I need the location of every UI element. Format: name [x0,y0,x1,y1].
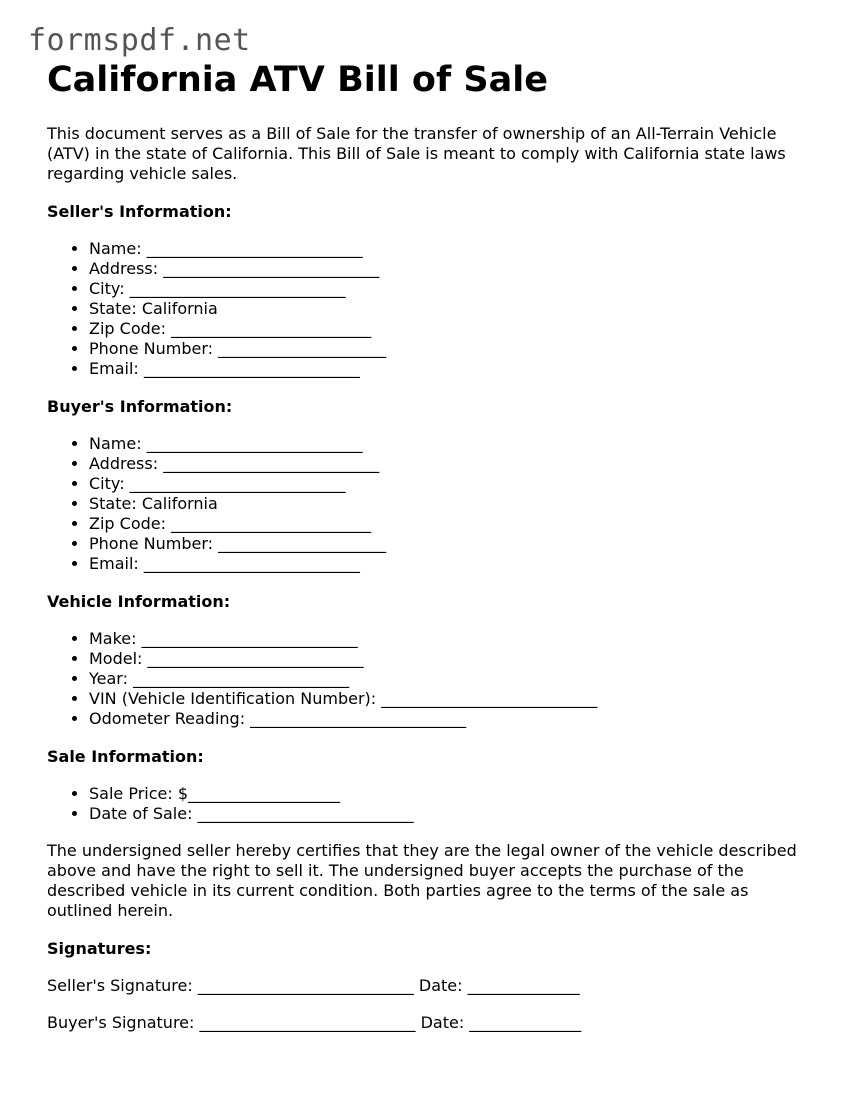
signatures-heading: Signatures: [47,939,152,958]
watermark: formspdf.net [28,23,251,58]
buyer-email-field: • Email: ___________________________ [89,554,817,574]
seller-email-field: • Email: ___________________________ [89,359,817,379]
vehicle-make-field: • Make: ___________________________ [89,629,817,649]
vehicle-vin-field: • VIN (Vehicle Identification Number): ___________________________ [89,689,817,709]
intro-paragraph: This document serves as a Bill of Sale for the transfer of ownership of an All-Terrain Vehicle (ATV) in the state of California. This Bill of Sale is meant to comply with California state laws regarding vehicle sales. [47,124,786,183]
buyer-phone-field: • Phone Number: _____________________ [89,534,817,554]
seller-phone-field: • Phone Number: _____________________ [89,339,817,359]
buyer-heading: Buyer's Information: [47,397,233,416]
document-title: California ATV Bill of Sale [47,60,548,100]
seller-signature-line: Seller's Signature: ___________________________ Date: ______________ [47,976,580,995]
certification-paragraph: The undersigned seller hereby certifies that they are the legal owner of the vehicle described above and have the right to sell it. The undersigned buyer accepts the purchase of the described vehicle in its current condition. Both parties agree to the terms of the sale as outlined herein. [47,841,797,920]
buyer-name-field: • Name: ___________________________ [89,434,817,454]
vehicle-heading: Vehicle Information: [47,592,231,611]
seller-city-field: • City: ___________________________ [89,279,817,299]
buyer-state-field: • State: California [89,494,817,514]
seller-state-field: • State: California [89,299,817,319]
seller-address-field: • Address: ___________________________ [89,259,817,279]
buyer-list [47,434,817,574]
seller-zip-field: • Zip Code: _________________________ [89,319,817,339]
vehicle-list [47,629,817,729]
seller-list [47,239,817,379]
buyer-address-field: • Address: ___________________________ [89,454,817,474]
sale-date-field: • Date of Sale: ___________________________ [89,804,817,824]
vehicle-model-field: • Model: ___________________________ [89,649,817,669]
seller-heading: Seller's Information: [47,202,232,221]
sale-heading: Sale Information: [47,747,204,766]
sale-price-field: • Sale Price: $___________________ [89,784,817,804]
vehicle-odometer-field: • Odometer Reading: ___________________________ [89,709,817,729]
buyer-city-field: • City: ___________________________ [89,474,817,494]
seller-name-field: • Name: ___________________________ [89,239,817,259]
document-body [47,58,817,1033]
vehicle-year-field: • Year: ___________________________ [89,669,817,689]
buyer-zip-field: • Zip Code: _________________________ [89,514,817,534]
buyer-signature-line: Buyer's Signature: ___________________________ Date: ______________ [47,1013,582,1032]
sale-list [47,784,817,824]
